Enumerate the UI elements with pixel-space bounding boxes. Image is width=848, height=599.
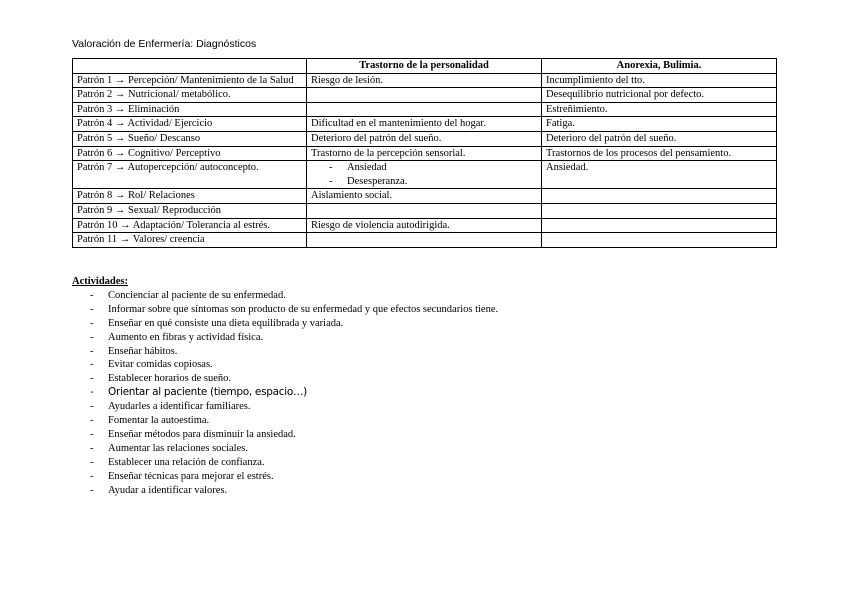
personality-cell: Riesgo de lesión. bbox=[307, 73, 542, 88]
table-row bbox=[73, 88, 777, 103]
list-item: - Establecer horarios de sueño. bbox=[72, 372, 498, 386]
anorexia-cell: Deterioro del patrón del sueño. bbox=[542, 131, 777, 146]
table-row bbox=[73, 131, 777, 146]
table-row bbox=[73, 203, 777, 218]
anorexia-cell bbox=[542, 233, 777, 248]
anorexia-cell: Desequilibrio nutricional por defecto. bbox=[542, 88, 777, 103]
table-row bbox=[73, 117, 777, 132]
pattern-cell: Patrón 3 → Eliminación bbox=[73, 102, 307, 117]
personality-cell bbox=[307, 102, 542, 117]
anorexia-cell: Ansiedad. bbox=[542, 161, 777, 189]
table-row bbox=[73, 102, 777, 117]
list-item: - Enseñar técnicas para mejorar el estrés. bbox=[72, 470, 498, 484]
list-item: - Establecer una relación de confianza. bbox=[72, 456, 498, 470]
anorexia-cell: Incumplimiento del tto. bbox=[542, 73, 777, 88]
list-item: - Fomentar la autoestima. bbox=[72, 414, 498, 428]
list-item: - Enseñar hábitos. bbox=[72, 345, 498, 359]
anorexia-cell bbox=[542, 203, 777, 218]
personality-cell: Dificultad en el mantenimiento del hogar. bbox=[307, 117, 542, 132]
list-item: - Concienciar al paciente de su enfermedad. bbox=[72, 289, 498, 303]
list-item: - Ayudar a identificar valores. bbox=[72, 484, 498, 498]
pattern-cell: Patrón 10 → Adaptación/ Tolerancia al estrés. bbox=[73, 218, 307, 233]
list-item: - Ayudarles a identificar familiares. bbox=[72, 400, 498, 414]
header-anorexia-bulimia: Anorexia, Bulimia. bbox=[542, 59, 777, 74]
pattern-cell: Patrón 11 → Valores/ creencia bbox=[73, 233, 307, 248]
table-row bbox=[73, 218, 777, 233]
activities-heading: Actividades: bbox=[72, 276, 128, 287]
personality-cell: Deterioro del patrón del sueño. bbox=[307, 131, 542, 146]
list-item: - Desesperanza. bbox=[329, 175, 537, 189]
personality-cell: Trastorno de la percepción sensorial. bbox=[307, 146, 542, 161]
document-title: Valoración de Enfermería: Diagnósticos bbox=[72, 38, 257, 50]
list-item: - Evitar comidas copiosas. bbox=[72, 358, 498, 372]
personality-cell bbox=[307, 233, 542, 248]
table-row bbox=[73, 161, 777, 189]
pattern-cell: Patrón 8 → Rol/ Relaciones bbox=[73, 189, 307, 204]
anorexia-cell bbox=[542, 189, 777, 204]
pattern-cell: Patrón 5 → Sueño/ Descanso bbox=[73, 131, 307, 146]
personality-cell: Riesgo de violencia autodirigida. bbox=[307, 218, 542, 233]
personality-sublist bbox=[311, 161, 537, 188]
table-row bbox=[73, 73, 777, 88]
list-item: - Enseñar en qué consiste una dieta equilibrada y variada. bbox=[72, 317, 498, 331]
table-header-row bbox=[73, 59, 777, 74]
header-pattern bbox=[73, 59, 307, 74]
pattern-cell: Patrón 2 → Nutricional/ metabólico. bbox=[73, 88, 307, 103]
diagnosis-table bbox=[72, 58, 777, 248]
personality-cell bbox=[307, 88, 542, 103]
anorexia-cell: Estreñimiento. bbox=[542, 102, 777, 117]
header-personality-disorder: Trastorno de la personalidad bbox=[307, 59, 542, 74]
pattern-cell: Patrón 7 → Autopercepción/ autoconcepto. bbox=[73, 161, 307, 189]
anorexia-cell: Fatiga. bbox=[542, 117, 777, 132]
personality-cell: Aislamiento social. bbox=[307, 189, 542, 204]
anorexia-cell bbox=[542, 218, 777, 233]
list-item: - Orientar al paciente (tiempo, espacio…) bbox=[72, 386, 498, 400]
pattern-cell: Patrón 1 → Percepción/ Mantenimiento de la Salud bbox=[73, 73, 307, 88]
activities-list bbox=[72, 289, 498, 498]
list-item: - Aumento en fibras y actividad física. bbox=[72, 331, 498, 345]
pattern-cell: Patrón 6 → Cognitivo/ Perceptivo bbox=[73, 146, 307, 161]
list-item: - Aumentar las relaciones sociales. bbox=[72, 442, 498, 456]
pattern-cell: Patrón 4 → Actividad/ Ejercicio bbox=[73, 117, 307, 132]
personality-cell bbox=[307, 161, 542, 189]
table-row bbox=[73, 233, 777, 248]
pattern-cell: Patrón 9 → Sexual/ Reproducción bbox=[73, 203, 307, 218]
anorexia-cell: Trastornos de los procesos del pensamiento. bbox=[542, 146, 777, 161]
list-item: - Enseñar métodos para disminuir la ansiedad. bbox=[72, 428, 498, 442]
personality-cell bbox=[307, 203, 542, 218]
table-row bbox=[73, 189, 777, 204]
list-item: - Informar sobre que síntomas son producto de su enfermedad y que efectos secundarios tiene. bbox=[72, 303, 498, 317]
list-item: - Ansiedad bbox=[329, 161, 537, 175]
table-row bbox=[73, 146, 777, 161]
activities-section bbox=[72, 275, 498, 498]
